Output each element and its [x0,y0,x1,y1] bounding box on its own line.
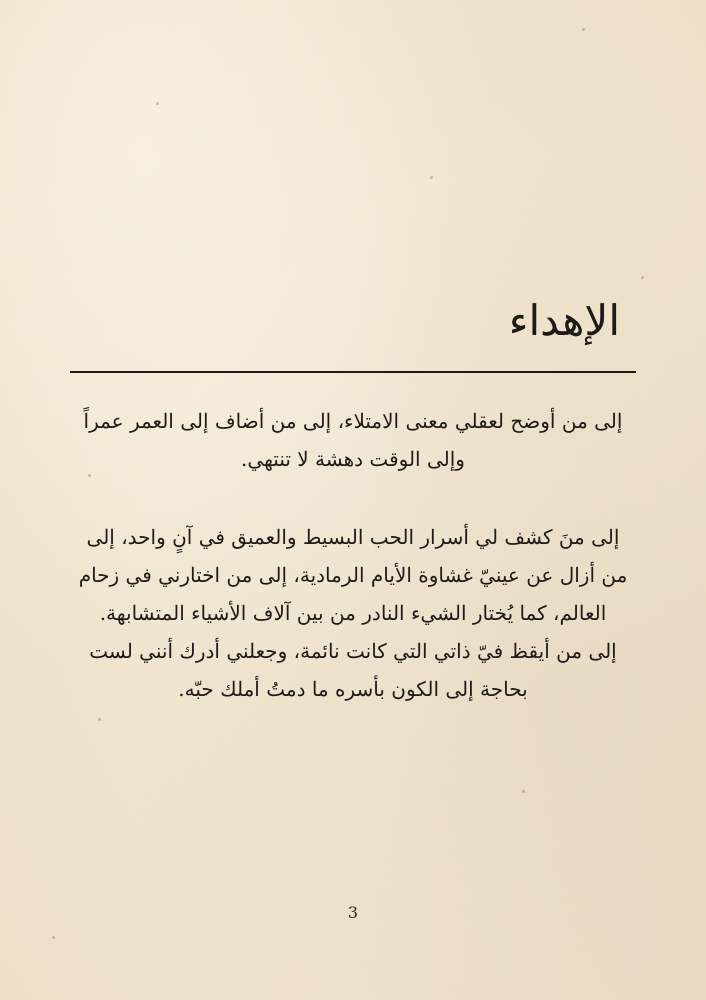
dedication-paragraph-3: إلى من أيقظ فيّ ذاتي التي كانت نائمة، وجعلني أدرك أنني لست بحاجة إلى الكون بأسره ما دمتُ أملك حبّه. [89,639,617,701]
paper-speck [156,102,159,105]
paper-speck [582,28,585,31]
paper-speck [98,718,101,721]
title-divider [70,371,636,373]
dedication-paragraph-1: إلى من أوضح لعقلي معنى الامتلاء، إلى من أضاف إلى العمر عمراً وإلى الوقت دهشة لا تنتهي. [83,409,623,471]
page-title: الإهداء [508,296,620,345]
paper-speck [522,790,525,793]
paper-speck [52,936,55,939]
paper-speck [641,276,644,279]
dedication-paragraph-2: إلى منَ كشف لي أسرار الحب البسيط والعميق في آنٍ واحد، إلى من أزال عن عينيّ غشاوة الأيام الرمادية، إلى من اختارني في زحام العالم، كما يُختار الشيء النادر من بين آلاف الأشياء المتشابهة. [78,525,628,625]
page-number: 3 [347,903,359,922]
dedication-block [72,518,634,708]
paper-speck [430,176,433,179]
